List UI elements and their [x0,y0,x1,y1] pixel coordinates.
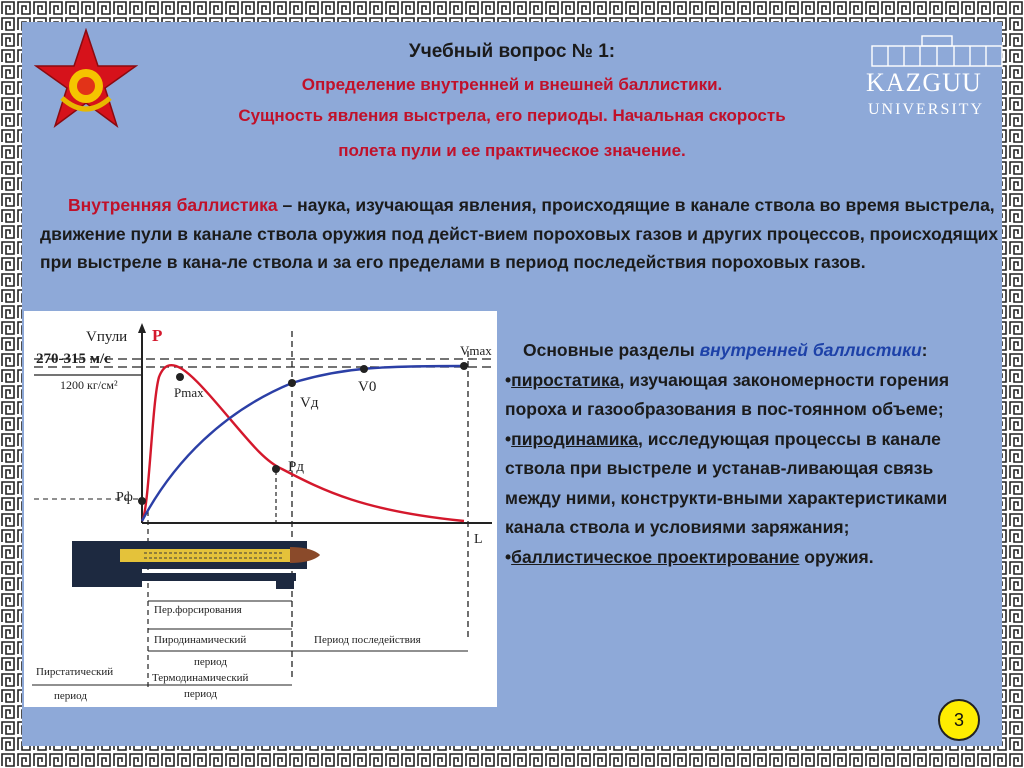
page-number-badge: 3 [938,699,980,741]
list-item: •пиродинамика, исследующая процессы в канале ствола при выстреле и устанав-ливающая связь между ними, конструкти-вными характеристиками канала ствола и условиями заряжания; [505,428,948,537]
logo-name: KAZGUU [866,68,982,97]
slide-subtitle-line-3: полета пули и ее практическое значение. [338,141,686,160]
slide-subtitle-line-2: Сущность явления выстрела, его периоды. Начальная скорость [238,106,786,125]
v-label: Vпули [86,329,128,345]
definition-term: Внутренняя баллистика [68,195,278,215]
v0-label: V0 [358,379,377,395]
pmax-label: Pmax [174,385,204,400]
l-label: L [474,532,483,547]
period-forcing: Пер.форсирования [154,604,242,616]
pressure-label: 1200 кг/см² [60,378,118,392]
vmax-label: Vmax [460,343,492,358]
pd-label: Pд [288,459,304,475]
definition-text: – наука, изучающая явления, происходящие в канале ствола во время выстрела, движение пули в канале ствола оружия под дейст-вием пороховых газов и других процессов, происходящих при выстреле в кана-ле ствола и за его пределами в период последействия пороховых газов. [40,195,999,272]
vd-label: Vд [300,395,319,411]
period-pyrostatic-2: период [54,690,87,702]
sections-list [505,336,980,572]
sections-intro: Основные разделы внутренней баллистики: [523,340,928,360]
speed-label: 270-315 м/с [36,351,111,367]
period-after: Период последействия [314,634,421,646]
list-item: •баллистическое проектирование оружия. [505,546,874,567]
period-pyrodynamic-1: Пиродинамический [154,634,247,646]
pf-label: Pф [116,490,133,505]
p-axis-label: P [152,326,163,345]
section-term: пиродинамика [511,428,638,449]
section-term: пиростатика [511,369,620,390]
section-term: баллистическое проектирование [511,546,800,567]
period-pyrostatic-1: Пирстатический [36,666,114,678]
slide-question-title: Учебный вопрос № 1: [408,41,616,62]
ballistics-diagram-svg [24,311,497,707]
ballistics-diagram [24,311,497,707]
list-item: •пиростатика, изучающая закономерности горения пороха и газообразования в пос-тоянном объеме; [505,369,950,419]
slide-subtitle-line-1: Определение внутренней и внешней баллистики. [301,75,723,94]
sections-intro-term: внутренней баллистики [699,340,922,360]
barrel-illustration [72,541,320,589]
period-thermo-1: Термодинамический [152,672,249,684]
period-pyrodynamic-2: период [194,656,227,668]
logo-subtitle: UNIVERSITY [868,101,984,118]
definition-paragraph [40,191,1000,277]
period-thermo-2: период [184,688,217,700]
